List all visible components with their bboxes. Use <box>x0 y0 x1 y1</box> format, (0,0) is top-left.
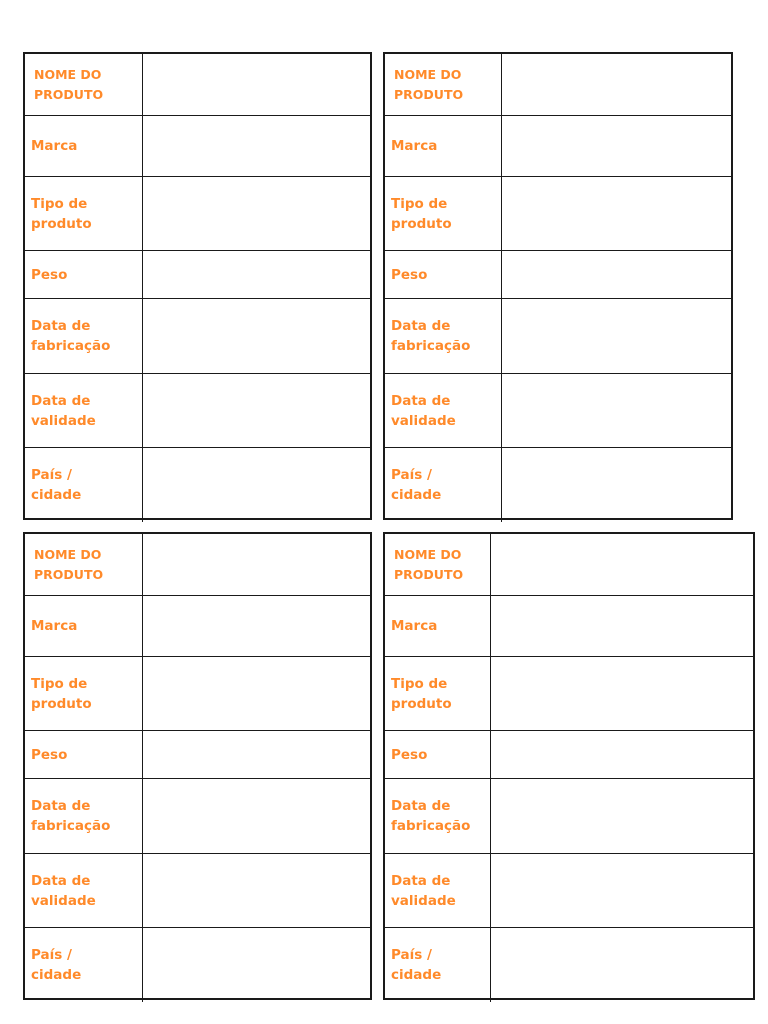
expiry-date-row <box>25 374 370 448</box>
manufacture-date-row <box>25 299 370 374</box>
expiry-date-label: Data de validade <box>25 374 143 447</box>
country-city-row <box>385 448 731 522</box>
product-type-label: Tipo de produto <box>385 177 502 250</box>
country-city-label: País / cidade <box>25 928 143 1002</box>
brand-field[interactable] <box>491 596 753 656</box>
country-city-field[interactable] <box>143 448 370 522</box>
expiry-date-label: Data de validade <box>385 854 491 927</box>
brand-row <box>25 596 370 657</box>
product-type-row <box>385 177 731 251</box>
country-city-field[interactable] <box>491 928 753 1002</box>
weight-field[interactable] <box>143 731 370 778</box>
brand-row <box>385 116 731 177</box>
country-city-row <box>385 928 753 1002</box>
manufacture-date-row <box>385 299 731 374</box>
expiry-date-row <box>385 854 753 928</box>
expiry-date-field[interactable] <box>143 374 370 447</box>
brand-label: Marca <box>385 596 491 656</box>
country-city-label: País / cidade <box>385 928 491 1002</box>
manufacture-date-field[interactable] <box>143 299 370 373</box>
weight-label: Peso <box>25 251 143 298</box>
weight-label: Peso <box>25 731 143 778</box>
brand-label: Marca <box>25 596 143 656</box>
expiry-date-row <box>25 854 370 928</box>
weight-row <box>25 251 370 299</box>
manufacture-date-label: Data de fabricação <box>385 779 491 853</box>
product-card-4 <box>383 532 755 1000</box>
manufacture-date-row <box>385 779 753 854</box>
brand-label: Marca <box>25 116 143 176</box>
product-name-label: NOME DO PRODUTO <box>385 54 502 115</box>
manufacture-date-field[interactable] <box>502 299 731 373</box>
country-city-row <box>25 928 370 1002</box>
weight-row <box>385 731 753 779</box>
weight-field[interactable] <box>502 251 731 298</box>
manufacture-date-row <box>25 779 370 854</box>
weight-row <box>385 251 731 299</box>
country-city-row <box>25 448 370 522</box>
product-name-field[interactable] <box>143 534 370 595</box>
card-header-row <box>385 54 731 116</box>
country-city-field[interactable] <box>502 448 731 522</box>
weight-field[interactable] <box>143 251 370 298</box>
manufacture-date-label: Data de fabricação <box>25 779 143 853</box>
product-name-field[interactable] <box>502 54 731 115</box>
weight-label: Peso <box>385 251 502 298</box>
product-type-field[interactable] <box>143 657 370 730</box>
expiry-date-field[interactable] <box>143 854 370 927</box>
brand-field[interactable] <box>143 116 370 176</box>
expiry-date-row <box>385 374 731 448</box>
expiry-date-label: Data de validade <box>385 374 502 447</box>
manufacture-date-field[interactable] <box>143 779 370 853</box>
product-type-row <box>25 177 370 251</box>
product-type-row <box>25 657 370 731</box>
expiry-date-label: Data de validade <box>25 854 143 927</box>
product-type-field[interactable] <box>491 657 753 730</box>
country-city-label: País / cidade <box>385 448 502 522</box>
product-type-field[interactable] <box>143 177 370 250</box>
product-type-label: Tipo de produto <box>385 657 491 730</box>
manufacture-date-label: Data de fabricação <box>385 299 502 373</box>
product-type-row <box>385 657 753 731</box>
card-header-row <box>385 534 753 596</box>
weight-row <box>25 731 370 779</box>
product-type-label: Tipo de produto <box>25 657 143 730</box>
product-card-1 <box>23 52 372 520</box>
product-name-field[interactable] <box>491 534 753 595</box>
product-name-label: NOME DO PRODUTO <box>385 534 491 595</box>
brand-field[interactable] <box>502 116 731 176</box>
brand-row <box>385 596 753 657</box>
country-city-field[interactable] <box>143 928 370 1002</box>
product-name-field[interactable] <box>143 54 370 115</box>
card-header-row <box>25 534 370 596</box>
brand-label: Marca <box>385 116 502 176</box>
country-city-label: País / cidade <box>25 448 143 522</box>
manufacture-date-label: Data de fabricação <box>25 299 143 373</box>
product-card-2 <box>383 52 733 520</box>
product-name-label: NOME DO PRODUTO <box>25 534 143 595</box>
brand-field[interactable] <box>143 596 370 656</box>
product-type-field[interactable] <box>502 177 731 250</box>
expiry-date-field[interactable] <box>502 374 731 447</box>
product-card-3 <box>23 532 372 1000</box>
weight-label: Peso <box>385 731 491 778</box>
expiry-date-field[interactable] <box>491 854 753 927</box>
card-header-row <box>25 54 370 116</box>
weight-field[interactable] <box>491 731 753 778</box>
brand-row <box>25 116 370 177</box>
manufacture-date-field[interactable] <box>491 779 753 853</box>
product-type-label: Tipo de produto <box>25 177 143 250</box>
product-name-label: NOME DO PRODUTO <box>25 54 143 115</box>
